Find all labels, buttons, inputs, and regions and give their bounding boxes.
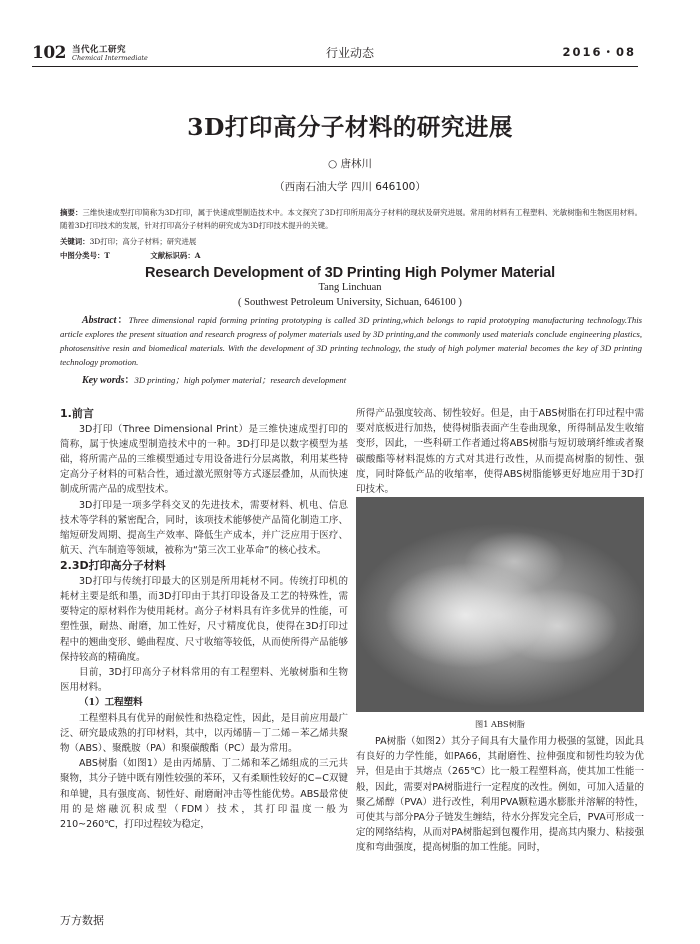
english-abstract-label: Abstract xyxy=(82,315,117,326)
classification-line xyxy=(60,250,642,261)
section-heading-2: 2.3D打印高分子材料 xyxy=(60,559,166,573)
section-name: 行业动态 xyxy=(325,46,374,60)
section-heading-1: 1.前言 xyxy=(60,407,94,420)
journal-name-en: Chemical Intermediate xyxy=(72,54,148,62)
english-keywords: Key words：3D printing；high polymer material；research development xyxy=(82,375,347,386)
abstract-cn-label: 摘要： xyxy=(60,208,83,217)
figure-caption: 图1 ABS树脂 xyxy=(475,719,525,729)
keywords-cn-label: 关键词： xyxy=(60,237,90,246)
paragraph: 3D打印（Three Dimensional Print）是三维快速成型打印的简称，属于快速成型制造技术中的一种。3D打印是以数字模型为基础，将所需产品的三维模型通过专用设备进行分层离散，利用某些特定高分子材料的可粘合性，通过激光照射等方式逐层叠加，从而快速制成所需产品的成型技术。 xyxy=(60,423,348,496)
journal-name-cn: 当代化工研究 xyxy=(72,45,127,55)
article-author: ○ 唐林川 xyxy=(328,158,372,170)
clc-value: T xyxy=(104,251,110,260)
header-rule xyxy=(32,66,638,67)
abstract-cn xyxy=(60,206,642,232)
page-number: 102 xyxy=(32,43,66,63)
english-affiliation: ( Southwest Petroleum University, Sichuan, 646100 ) xyxy=(238,297,462,308)
paragraph: 3D打印与传统打印最大的区别是所用耗材不同。传统打印机的耗材主要是纸和墨，而3D打印由于其打印设备及工艺的特殊性，需要特定的原材料作为使用耗材。高分子材料具有许多优异的性能，可塑性强，耐热、耐磨，加工性好，尺寸精度优良，使得在3D打印过程中的翘曲变形、蜷曲程度、尺寸收缩等较低，从而使所得产品能够保持较高的精确度。 xyxy=(60,575,348,663)
english-keywords-text: 3D printing；high polymer material；research development xyxy=(134,375,347,385)
paragraph: PA树脂（如图2）其分子间具有大量作用力极强的氢键，因此具有良好的力学性能，如PA66，其耐磨性、拉伸强度和韧性均较为优异，但是由于其熔点（265℃）比一般工程塑料高，使其加工性能一般，因此，需要对PA树脂进行一定程度的改性。例如，可加入适量的聚乙烯醇（PVA）进行改性，利用PVA颗粒遇水膨胀并溶解的特性，可使其与部分PA分子链发生缠结，待水分挥发完全后，PVA可形成一定的网络结构，从而对PA树脂起到包覆作用，提高其内聚力、粘接强度和弯曲强度，提高树脂的加工性能。同时， xyxy=(356,736,644,854)
doc-code-value: A xyxy=(194,251,201,260)
paragraph: ABS树脂（如图1）是由丙烯腈、丁二烯和苯乙烯组成的三元共聚物，其分子链中既有刚性较强的苯环，又有柔顺性较好的C−C双键和单键，具有强度高、韧性好、耐磨耐冲击等性能优势。ABS最常使用的是熔融沉积成型（FDM）技术，其打印温度一般为210~260℃，打印过程较为稳定， xyxy=(60,758,348,831)
paragraph: 3D打印是一项多学科交叉的先进技术，需要材料、机电、信息技术等学科的紧密配合，同时，该项技术能够使产品简化制造工序、缩短研发周期、提高生产效率、降低生产成本，并广泛应用于医疗、航天、汽车制造等领域，被称为“第三次工业革命”的核心技术。 xyxy=(60,499,348,557)
abstract-cn-text: 三维快速成型打印简称为3D打印，属于快速成型制造技术中。本文探究了3D打印所用高分子材料的现状及研究进展。常用的材料有工程塑料、光敏树脂和生物医用材料。随着3D打印技术的发展，针对打印高分子材料的研究成为3D打印技术提升的关键。 xyxy=(60,208,642,230)
footer-watermark: 万方数据 xyxy=(60,914,104,927)
keywords-cn-text: 3D打印；高分子材料；研究进展 xyxy=(89,237,197,246)
doc-code-label: 文献标识码： xyxy=(150,251,195,260)
paragraph: 工程塑料具有优异的耐候性和热稳定性，因此，是目前应用最广泛、研究最成熟的打印材料，其中，以丙烯腈－丁二烯－苯乙烯共聚物（ABS）、聚酰胺（PA）和聚碳酸酯（PC）最为常用。 xyxy=(60,712,348,755)
english-abstract: Abstract：Three dimensional rapid forming printing prototyping is called 3D printing,which belongs to rapid prototyping manufacturing technology.This article explores the present situation and research progress of polymer materials used by 3D printing,and the commonly used materials conclude engineering plastics, photosensitive resin and biomedical materials. With the development of 3D printing technology, the study of high polymer material becomes the key of 3D printing technology promotion. xyxy=(60,315,642,367)
paragraph: 目前，3D打印高分子材料常用的有工程塑料、光敏树脂和生物医用材料。 xyxy=(60,667,348,694)
english-title: Research Development of 3D Printing High Polymer Material xyxy=(144,265,556,281)
keywords-cn xyxy=(60,236,642,247)
paragraph: 所得产品强度较高、韧性较好。但是，由于ABS树脂在打印过程中需要对底板进行加热，使得树脂表面产生卷曲现象，所得制品发生收缩变形，因此，一些科研工作者通过将ABS树脂与短切玻璃纤维或者聚碳酸酯等材料混炼的方式对其进行改性，从而提高树脂的韧性、强度，同时降低产品的收缩率，使得ABS树脂能够更好地应用于3D打印技术。 xyxy=(356,408,644,496)
english-abstract-text: Three dimensional rapid forming printing prototyping is called 3D printing,which belongs to rapid prototyping manufacturing technology.This article explores the present situation and research progress of polymer materials used by 3D printing,and the commonly used materials conclude engineering plastics, photosensitive resin and biomedical materials. With the development of 3D printing technology, the study of high polymer material becomes the key of 3D printing technology promotion. xyxy=(60,315,642,367)
article-title: 3D打印高分子材料的研究进展 xyxy=(187,113,513,141)
english-keywords-label: Key words xyxy=(82,375,125,386)
body-column-left xyxy=(60,406,348,832)
figure-abs-resin-photo xyxy=(356,497,644,712)
subsection-heading: （1）工程塑料 xyxy=(79,697,143,709)
english-author: Tang Linchuan xyxy=(318,282,382,293)
issue-label: 2016・08 xyxy=(562,45,636,59)
article-affiliation: （西南石油大学 四川 646100） xyxy=(274,181,426,193)
body-column-right-bottom xyxy=(356,734,644,856)
clc-label: 中图分类号： xyxy=(60,251,105,260)
body-column-right-top xyxy=(356,406,644,497)
